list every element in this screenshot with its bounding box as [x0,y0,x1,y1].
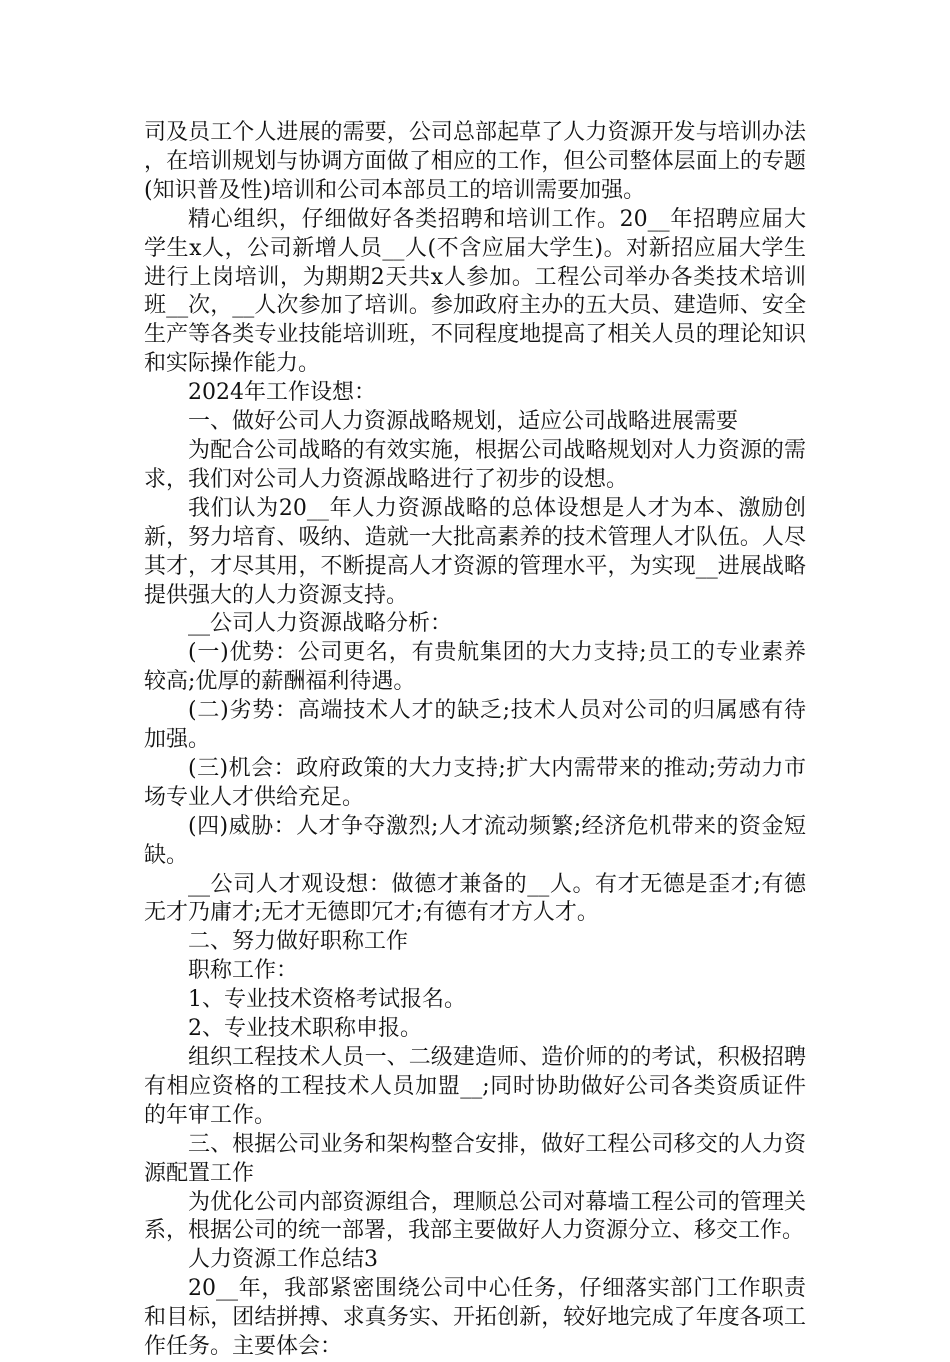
paragraph: 组织工程技术人员一、二级建造师、造价师的的考试，积极招聘有相应资格的工程技术人员加盟__;同时协助做好公司各类资质证件的年审工作。 [144,1045,806,1128]
paragraph: 为配合公司战略的有效实施，根据公司战略规划对人力资源的需求，我们对公司人力资源战略进行了初步的设想。 [144,437,806,492]
paragraph: 司及员工个人进展的需要，公司总部起草了人力资源开发与培训办法，在培训规划与协调方面做了相应的工作，但公司整体层面上的专题(知识普及性)培训和公司本部员工的培训需要加强。 [144,120,806,203]
list-item: 2、专业技术职称申报。 [188,1016,422,1042]
section-heading: 二、努力做好职称工作 [188,929,409,955]
paragraph: __公司人力资源战略分析： [188,611,453,637]
list-item: (三)机会：政府政策的大力支持;扩大内需带来的推动;劳动力市场专业人才供给充足。 [144,755,806,810]
document-body [144,119,806,1362]
paragraph: 职称工作： [188,958,299,984]
paragraph: __公司人才观设想：做德才兼备的__人。有才无德是歪才;有德无才乃庸才;无才无德即冗才;有德有才方人才。 [144,871,806,926]
section-heading: 三、根据公司业务和架构整合安排，做好工程公司移交的人力资源配置工作 [144,1131,806,1186]
paragraph: 20__年，我部紧密围绕公司中心任务，仔细落实部门工作职责和目标，团结拼搏、求真务实、开拓创新，较好地完成了年度各项工作任务。主要体会： [144,1276,806,1360]
section-heading: 2024年工作设想： [188,380,376,406]
list-item: (二)劣势：高端技术人才的缺乏;技术人员对公司的归属感有待加强。 [144,698,806,753]
section-heading: 一、做好公司人力资源战略规划，适应公司战略进展需要 [188,409,739,435]
paragraph: 精心组织，仔细做好各类招聘和培训工作。20__年招聘应届大学生x人，公司新增人员__人(不含应届大学生)。对新招应届大学生进行上岗培训，为期期2天共x人参加。工程公司举办各类技术培训班__次，__人次参加了培训。参加政府主办的五大员、建造师、安全生产等各类专业技能培训班，不同程度地提高了相关人员的理论知识和实际操作能力。 [144,206,806,377]
section-title: 人力资源工作总结3 [188,1247,378,1273]
list-item: (一)优势：公司更名，有贵航集团的大力支持;员工的专业素养较高;优厚的薪酬福利待遇。 [144,640,806,695]
paragraph: 我们认为20__年人力资源战略的总体设想是人才为本、激励创新，努力培育、吸纳、造就一大批高素养的技术管理人才队伍。人尽其才，才尽其用，不断提高人才资源的管理水平，为实现__进展战略提供强大的人力资源支持。 [144,495,806,608]
list-item: (四)威胁：人才争夺激烈;人才流动频繁;经济危机带来的资金短缺。 [144,813,806,868]
list-item: 1、专业技术资格考试报名。 [188,987,466,1013]
paragraph: 为优化公司内部资源组合，理顺总公司对幕墙工程公司的管理关系，根据公司的统一部署，我部主要做好人力资源分立、移交工作。 [144,1189,806,1244]
